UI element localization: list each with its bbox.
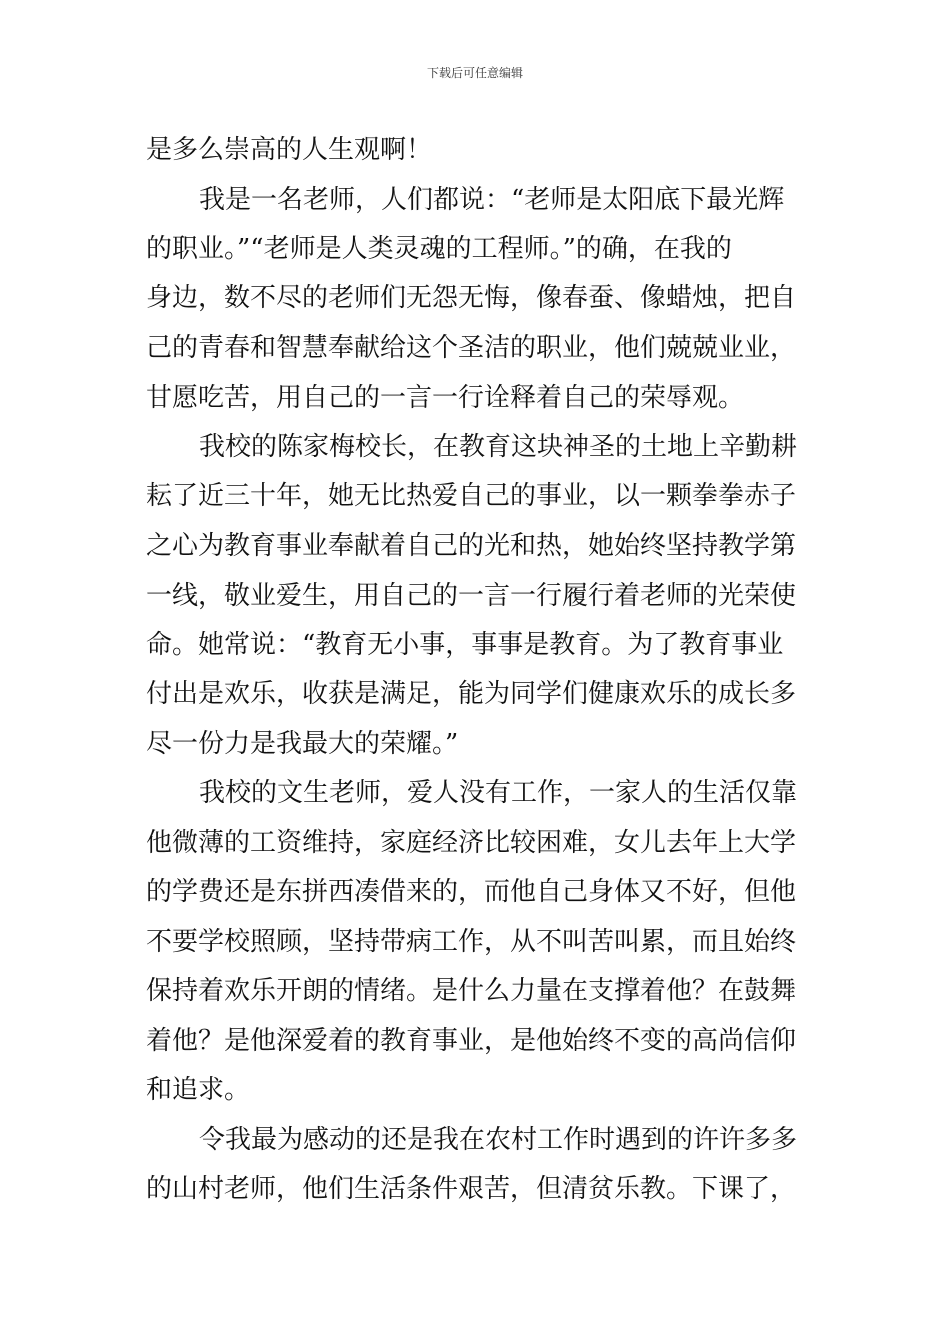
text-line: 的学费还是东拼西凑借来的，而他自己身体又不好，但他	[146, 877, 797, 907]
text-line: 着他？是他深爱着的教育事业，是他始终不变的高尚信仰	[146, 1026, 797, 1056]
paragraph-first-line: 我是一名老师，人们都说：“老师是太阳底下最光辉	[199, 185, 785, 215]
text-line: 保持着欢乐开朗的情绪。是什么力量在支撑着他？在鼓舞	[146, 976, 797, 1006]
paragraph-first-line: 我校的陈家梅校长，在教育这块神圣的土地上辛勤耕	[199, 432, 798, 462]
text-line: 耘了近三十年，她无比热爱自己的事业，以一颗拳拳赤子	[146, 481, 797, 511]
text-line: 一线，敬业爱生，用自己的一言一行履行着老师的光荣使	[146, 581, 797, 611]
text-line: 之心为教育事业奉献着自己的光和热，她始终坚持教学第	[146, 531, 797, 561]
text-line: 甘愿吃苦，用自己的一言一行诠释着自己的荣辱观。	[146, 383, 745, 413]
page-header: 下载后可任意编辑	[426, 66, 523, 80]
text-line: 和追求。	[146, 1075, 251, 1105]
paragraph-first-line: 令我最为感动的还是我在农村工作时遇到的许许多多	[199, 1125, 798, 1155]
text-line: 不要学校照顾，坚持带病工作，从不叫苦叫累，而且始终	[146, 927, 797, 957]
text-line: 己的青春和智慧奉献给这个圣洁的职业，他们兢兢业业，	[146, 333, 797, 363]
text-line: 付出是欢乐，收获是满足，能为同学们健康欢乐的成长多	[146, 679, 797, 709]
paragraph-first-line: 我校的文生老师，爱人没有工作，一家人的生活仅靠	[199, 778, 798, 808]
text-line: 他微薄的工资维持，家庭经济比较困难，女儿去年上大学	[146, 828, 797, 858]
text-line: 尽一份力是我最大的荣耀。”	[146, 729, 459, 759]
text-line: 的职业。”“老师是人类灵魂的工程师。”的确，在我的	[146, 234, 732, 264]
text-line: 命。她常说：“教育无小事，事事是教育。为了教育事业	[146, 630, 784, 660]
text-line: 身边，数不尽的老师们无怨无悔，像春蚕、像蜡烛，把自	[146, 283, 797, 313]
text-line: 是多么崇高的人生观啊！	[146, 135, 433, 165]
text-line: 的山村老师，他们生活条件艰苦，但清贫乐教。下课了，	[146, 1174, 797, 1204]
